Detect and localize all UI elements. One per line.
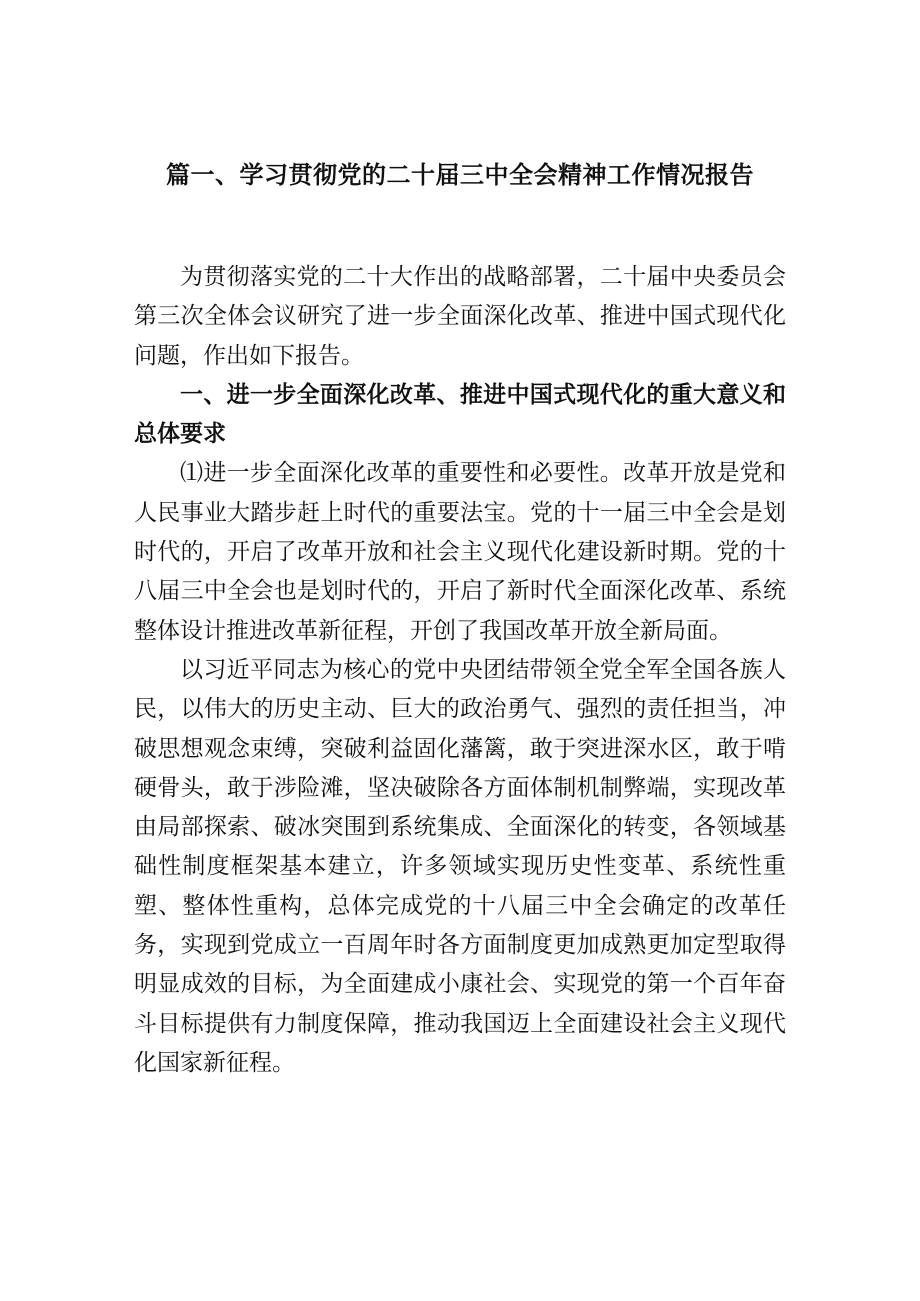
intro-paragraph: 为贯彻落实党的二十大作出的战略部署，二十届中央委员会第三次全体会议研究了进一步全面深化改革、推进中国式现代化问题，作出如下报告。 bbox=[134, 264, 786, 369]
document-body bbox=[134, 258, 786, 1083]
body-paragraph-1: ⑴进一步全面深化改革的重要性和必要性。改革开放是党和人民事业大踏步赶上时代的重要法宝。党的十一届三中全会是划时代的，开启了改革开放和社会主义现代化建设新时期。党的十八届三中全会也是划时代的，开启了新时代全面深化改革、系统整体设计推进改革新征程，开创了我国改革开放全新局面。 bbox=[134, 460, 786, 644]
body-paragraph-2: 以习近平同志为核心的党中央团结带领全党全军全国各族人民，以伟大的历史主动、巨大的政治勇气、强烈的责任担当，冲破思想观念束缚，突破利益固化藩篱，敢于突进深水区，敢于啃硬骨头，敢于涉险滩，坚决破除各方面体制机制弊端，实现改革由局部探索、破冰突围到系统集成、全面深化的转变，各领域基础性制度框架基本建立，许多领域实现历史性变革、系统性重塑、整体性重构，总体完成党的十八届三中全会确定的改革任务，实现到党成立一百周年时各方面制度更加成熟更加定型取得明显成效的目标，为全面建成小康社会、实现党的第一个百年奋斗目标提供有力制度保障，推动我国迈上全面建设社会主义现代化国家新征程。 bbox=[134, 656, 786, 1076]
section-heading: 一、进一步全面深化改革、推进中国式现代化的重大意义和总体要求 bbox=[134, 381, 786, 448]
document-title: 篇一、学习贯彻党的二十届三中全会精神工作情况报告 bbox=[166, 161, 754, 189]
